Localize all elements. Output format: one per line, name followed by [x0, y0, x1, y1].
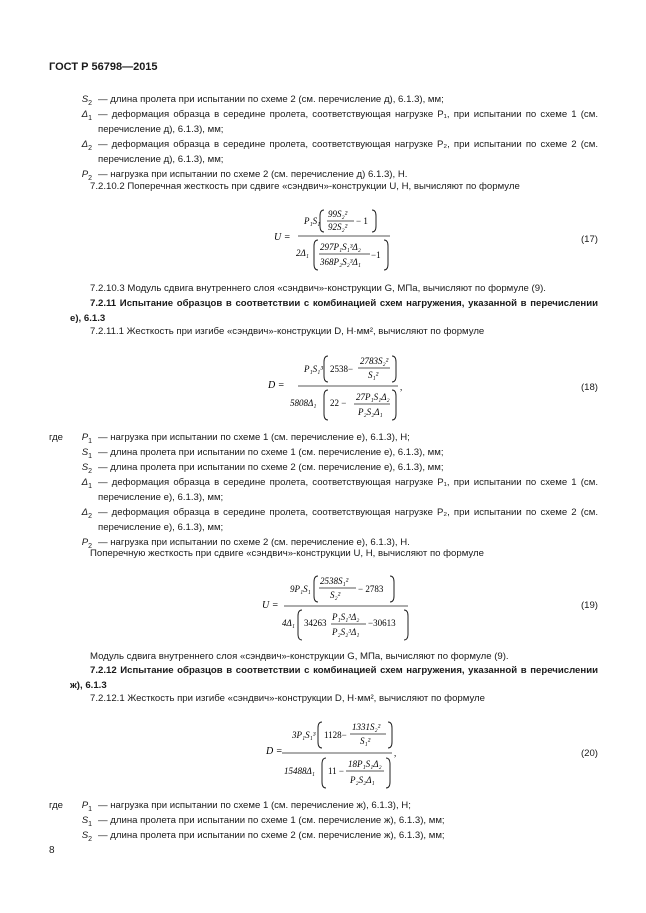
- formula-term: 18P₁S₁Δ₂: [348, 759, 382, 769]
- paragraph-7-2-10-3: 7.2.10.3 Модуль сдвига внутреннего слоя «сэндвич»-конструкции G, МПа, вычисляют по формуле (9).: [90, 283, 546, 294]
- symbol: $P_1$: [81, 432, 92, 445]
- formula-term: −1: [371, 250, 381, 260]
- definitions-block-1: [0, 92, 646, 182]
- bracket: [384, 240, 388, 270]
- formula-term: 2783S₂²: [360, 356, 389, 366]
- definition-row: [0, 445, 646, 460]
- formula-term: 1331S₂²: [352, 722, 381, 732]
- definition-row: [0, 505, 646, 535]
- definition-text: — длина пролета при испытании по схеме 2 (см. перечисление е), 6.1.3), мм;: [98, 462, 444, 473]
- paragraph-7-2-11-1: 7.2.11.1 Жесткость при изгибе «сэндвич»-конструкции D, Н·мм², вычисляют по формуле: [90, 326, 485, 337]
- definition-text: — длина пролета при испытании по схеме 2 (см. перечисление ж), 6.1.3), мм;: [98, 830, 445, 841]
- formula-term: 15488Δ₁: [284, 766, 315, 776]
- definitions-block-3: [0, 798, 646, 843]
- equation-number: (17): [580, 234, 598, 245]
- paragraph-7-2-12-1: 7.2.12.1 Жесткость при изгибе «сэндвич»-конструкции D, Н·мм², вычисляют по формуле: [90, 693, 485, 704]
- equation-18: [0, 350, 646, 422]
- equation-17: [0, 202, 646, 272]
- definition-text: — длина пролета при испытании по схеме 1 (см. перечисление е), 6.1.3), мм;: [98, 447, 444, 458]
- definition-row: [0, 107, 646, 137]
- definition-row: [0, 475, 646, 505]
- formula-term: 3P₁S₁³: [292, 730, 316, 740]
- formula-term: 297P₁S₁³Δ₂: [320, 242, 361, 252]
- formula-term: 2Δ₁: [296, 248, 309, 258]
- bracket: [320, 210, 324, 232]
- bracket: [392, 356, 396, 382]
- formula-lhs: D =: [266, 746, 283, 757]
- formula-lhs: U =: [262, 600, 279, 611]
- symbol: $\Delta_1$: [81, 109, 92, 122]
- bracket: [322, 758, 326, 788]
- formula-term: 1128−: [324, 730, 347, 740]
- formula-term: S₂²: [330, 590, 341, 600]
- formula-term: − 2783: [358, 584, 384, 594]
- symbol: $\Delta_2$: [81, 507, 92, 520]
- heading-7-2-11: 7.2.11 Испытание образцов в соответствии с комбинацией схем нагружения, указанной в перечислении е), 6.1.3: [70, 298, 598, 324]
- formula-term: 11 −: [328, 766, 344, 776]
- bracket: [298, 610, 302, 640]
- formula-term: P₂S₂Δ₁: [350, 775, 375, 785]
- symbol: $P_1$: [81, 800, 92, 813]
- equation-19: [0, 570, 646, 642]
- definition-row: [0, 430, 646, 445]
- formula-term: 92S₂²: [328, 222, 348, 232]
- where-label: где: [49, 432, 64, 443]
- formula-17-svg: [270, 202, 400, 272]
- formula-term: P₁S₁³: [304, 364, 323, 374]
- bracket: [324, 390, 328, 420]
- formula-term: 368P₂S₂³Δ₁: [320, 257, 361, 267]
- formula-term: 5808Δ₁: [290, 398, 317, 408]
- definition-text: — деформация образца в середине пролета, соответствующая нагрузке P₂, при испытании по схеме 2 (см. перечисление е), 6.1.3), мм;: [98, 507, 598, 533]
- bracket: [314, 240, 318, 270]
- symbol: $P_2$: [81, 537, 92, 550]
- formula-lhs: U =: [274, 232, 291, 243]
- formula-term: 2538S₁²: [320, 576, 349, 586]
- definition-row: [0, 828, 646, 843]
- formula-18-svg: [268, 350, 408, 422]
- bracket: [318, 722, 322, 748]
- definition-text: — нагрузка при испытании по схеме 1 (см. перечисление ж), 6.1.3), Н;: [98, 800, 411, 811]
- definition-row: [0, 137, 646, 167]
- symbol: $S_2$: [81, 94, 92, 107]
- symbol: $\Delta_2$: [81, 139, 92, 152]
- definitions-block-2: [0, 430, 646, 550]
- formula-term: 27P₁S₁Δ₂: [356, 392, 390, 402]
- bracket: [386, 758, 390, 788]
- definition-text: — нагрузка при испытании по схеме 2 (см. перечисление д) 6.1.3), Н.: [98, 169, 408, 180]
- formula-term: P₁S₁: [304, 216, 321, 226]
- definition-row: [0, 460, 646, 475]
- definition-text: — длина пролета при испытании по схеме 1 (см. перечисление ж), 6.1.3), мм;: [98, 815, 445, 826]
- bracket: [372, 210, 376, 232]
- formula-lhs: D =: [268, 380, 285, 391]
- definition-text: — деформация образца в середине пролета, соответствующая нагрузке P₁, при испытании по схеме 1 (см. перечисление е), 6.1.3), мм;: [98, 477, 598, 503]
- page-number: 8: [49, 845, 55, 856]
- formula-term: − 1: [356, 216, 368, 226]
- symbol: $\Delta_1$: [81, 477, 92, 490]
- formula-term: 2538−: [330, 364, 354, 374]
- where-label: где: [49, 800, 64, 811]
- document-header: ГОСТ Р 56798—2015: [49, 61, 158, 73]
- bracket: [390, 576, 394, 602]
- equation-number: (20): [580, 748, 598, 759]
- bracket: [392, 390, 396, 420]
- heading-7-2-12: 7.2.12 Испытание образцов в соответствии с комбинацией схем нагружения, указанной в перечислении ж), 6.1.3: [70, 665, 598, 691]
- bracket: [324, 356, 328, 382]
- symbol: $S_1$: [81, 447, 92, 460]
- formula-term: ,: [394, 748, 397, 758]
- paragraph-shear-modulus: Модуль сдвига внутреннего слоя «сэндвич»-конструкции G, МПа, вычисляют по формуле (9).: [90, 651, 509, 662]
- formula-term: 4Δ₁: [282, 618, 295, 628]
- formula-term: S₁²: [360, 736, 371, 746]
- definition-text: — нагрузка при испытании по схеме 2 (см. перечисление е), 6.1.3), Н.: [98, 537, 410, 548]
- equation-20: [0, 716, 646, 790]
- definition-text: — деформация образца в середине пролета, соответствующая нагрузке P₁, при испытании по схеме 1 (см. перечисление д), 6.1.3), мм;: [98, 109, 598, 135]
- bracket: [404, 610, 408, 640]
- paragraph-shear-stiffness: Поперечную жесткость при сдвиге «сэндвич»-конструкции U, Н, вычисляют по формуле: [90, 548, 484, 559]
- paragraph-7-2-10-2: 7.2.10.2 Поперечная жесткость при сдвиге «сэндвич»-конструкции U, Н, вычисляют по формуле: [90, 181, 520, 192]
- formula-20-svg: [262, 716, 412, 790]
- formula-term: 34263: [304, 618, 327, 628]
- definition-row: [0, 798, 646, 813]
- formula-term: P₂S₂³Δ₁: [332, 627, 360, 637]
- definition-row: [0, 92, 646, 107]
- bracket: [314, 576, 318, 602]
- formula-term: ,: [400, 382, 403, 392]
- bracket: [388, 722, 392, 748]
- formula-term: S₁²: [368, 370, 379, 380]
- symbol: $S_1$: [81, 815, 92, 828]
- formula-term: 99S₂²: [328, 209, 348, 219]
- definition-row: [0, 813, 646, 828]
- definition-text: — длина пролета при испытании по схеме 2 (см. перечисление д), 6.1.3), мм;: [98, 94, 444, 105]
- equation-number: (19): [580, 600, 598, 611]
- formula-term: 22 −: [330, 398, 347, 408]
- equation-number: (18): [580, 382, 598, 393]
- symbol: $S_2$: [81, 462, 92, 475]
- formula-term: P₂S₂Δ₁: [358, 407, 383, 417]
- definition-text: — деформация образца в середине пролета, соответствующая нагрузке P₂, при испытании по схеме 2 (см. перечисление д), 6.1.3), мм;: [98, 139, 598, 165]
- formula-term: −30613: [368, 618, 396, 628]
- formula-term: 9P₁S₁: [290, 584, 311, 594]
- symbol: $S_2$: [81, 830, 92, 843]
- definition-text: — нагрузка при испытании по схеме 1 (см. перечисление е), 6.1.3), Н;: [98, 432, 410, 443]
- formula-19-svg: [262, 570, 412, 642]
- symbol: $P_2$: [81, 169, 92, 182]
- formula-term: P₁S₁³Δ₂: [332, 612, 360, 622]
